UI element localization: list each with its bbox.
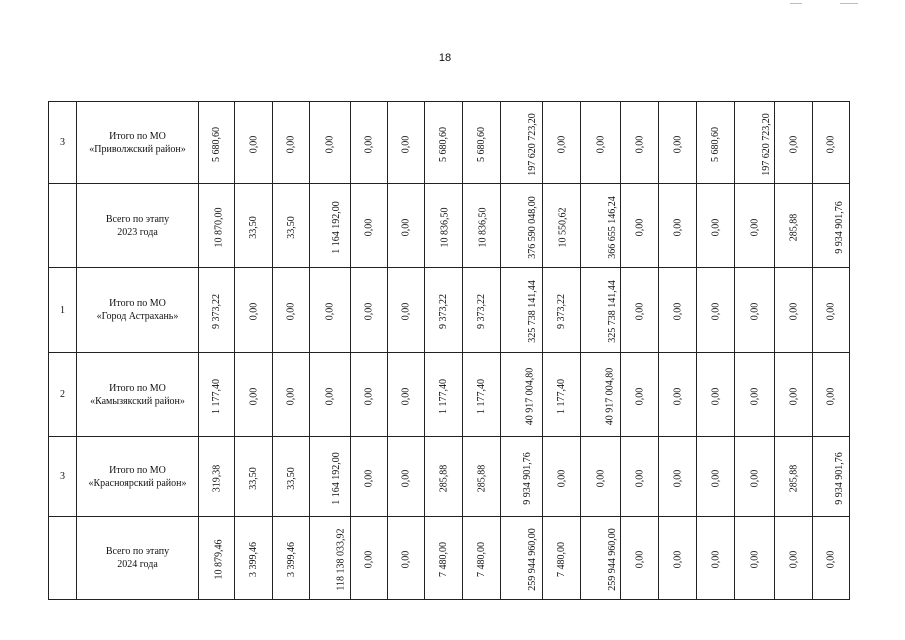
value-text: 118 138 033,92 <box>335 528 347 591</box>
value-cell <box>388 102 425 184</box>
value-cell <box>388 437 425 517</box>
value-cell <box>501 517 543 600</box>
row-number <box>49 184 77 268</box>
value-cell <box>813 268 850 353</box>
value-cell <box>659 184 697 268</box>
table-row <box>49 102 850 184</box>
value-cell <box>388 517 425 600</box>
value-cell <box>581 353 621 437</box>
value-cell <box>697 268 735 353</box>
value-text: 0,00 <box>634 550 645 569</box>
value-text: 5 680,60 <box>438 126 449 162</box>
value-text: 33,50 <box>248 466 259 490</box>
value-text: 9 373,22 <box>438 294 449 329</box>
value-text: 40 917 004,80 <box>604 367 616 425</box>
value-cell <box>543 102 581 184</box>
value-text: 10 879,46 <box>213 539 225 580</box>
value-text: 0,00 <box>672 387 683 405</box>
value-text: 0,00 <box>248 387 259 405</box>
value-text: 0,00 <box>710 469 721 487</box>
value-cell <box>351 353 388 437</box>
value-cell <box>775 184 813 268</box>
value-cell <box>621 184 659 268</box>
value-text: 10 836,50 <box>477 207 489 247</box>
row-name <box>77 184 199 268</box>
value-cell <box>199 437 235 517</box>
value-cell <box>621 268 659 353</box>
value-cell <box>621 437 659 517</box>
value-text: 325 738 141,44 <box>526 280 538 343</box>
value-text: 366 655 146,24 <box>606 195 618 259</box>
value-text: 10 550,62 <box>557 207 569 247</box>
value-cell <box>813 517 850 600</box>
value-text: 0,00 <box>363 550 375 569</box>
value-cell <box>735 353 775 437</box>
value-cell <box>199 353 235 437</box>
value-text: 1 164 192,00 <box>330 200 342 254</box>
value-text: 1 164 192,00 <box>330 451 342 505</box>
value-cell <box>501 184 543 268</box>
value-text: 7 480,00 <box>438 542 449 577</box>
row-number: 1 <box>49 268 77 353</box>
value-text: 0,00 <box>825 135 837 153</box>
value-cell <box>273 353 310 437</box>
value-text: 0,00 <box>749 469 760 487</box>
value-cell <box>775 102 813 184</box>
table-row <box>49 268 850 353</box>
value-text: 0,00 <box>324 135 336 153</box>
value-text: 0,00 <box>285 135 297 153</box>
value-cell <box>199 184 235 268</box>
value-text: 40 917 004,80 <box>524 367 536 425</box>
value-text: 0,00 <box>749 302 760 321</box>
value-text: 3 399,46 <box>285 542 297 577</box>
value-text: 0,00 <box>672 135 683 153</box>
row-name-line: Итого по МО <box>109 464 166 476</box>
row-name-line: Всего по этапу <box>105 213 170 225</box>
value-cell <box>235 184 273 268</box>
value-text: 0,00 <box>710 387 721 405</box>
value-text: 3 399,46 <box>248 542 259 577</box>
row-name <box>77 268 199 353</box>
value-cell <box>501 268 543 353</box>
value-text: 0,00 <box>595 135 606 153</box>
scan-mark-right <box>840 3 858 4</box>
value-text: 0,00 <box>825 387 837 405</box>
value-cell <box>463 437 501 517</box>
row-name-line: «Камызякский район» <box>90 395 185 407</box>
value-text: 1 177,40 <box>438 378 449 414</box>
value-cell <box>659 268 697 353</box>
value-cell <box>351 184 388 268</box>
value-cell <box>581 437 621 517</box>
value-text: 285,88 <box>438 464 449 492</box>
value-text: 285,88 <box>476 464 487 492</box>
data-table <box>48 101 850 600</box>
value-text: 0,00 <box>595 469 606 487</box>
value-cell <box>388 353 425 437</box>
value-cell <box>463 268 501 353</box>
value-text: 9 934 901,76 <box>833 451 845 505</box>
value-cell <box>621 517 659 600</box>
row-number <box>49 517 77 600</box>
value-text: 0,00 <box>324 387 336 405</box>
value-cell <box>310 268 351 353</box>
value-cell <box>735 102 775 184</box>
value-text: 285,88 <box>788 464 799 492</box>
value-cell <box>543 517 581 600</box>
value-text: 0,00 <box>749 387 760 405</box>
value-cell <box>621 102 659 184</box>
value-cell <box>775 517 813 600</box>
value-text: 9 373,22 <box>211 294 222 329</box>
value-text: 5 680,60 <box>211 126 222 162</box>
value-cell <box>310 184 351 268</box>
value-cell <box>310 102 351 184</box>
row-name <box>77 437 199 517</box>
value-cell <box>235 517 273 600</box>
value-text: 0,00 <box>672 550 683 569</box>
value-text: 0,00 <box>556 135 567 153</box>
table-row <box>49 184 850 268</box>
value-cell <box>273 517 310 600</box>
value-text: 7 480,00 <box>476 542 487 577</box>
value-text: 10 836,50 <box>439 207 451 247</box>
value-cell <box>388 268 425 353</box>
value-cell <box>310 517 351 600</box>
row-number: 3 <box>49 102 77 184</box>
value-text: 0,00 <box>400 135 412 153</box>
value-text: 9 373,22 <box>556 294 567 329</box>
value-text: 0,00 <box>400 302 412 321</box>
value-cell <box>235 353 273 437</box>
value-text: 5 680,60 <box>476 126 487 162</box>
value-text: 0,00 <box>400 218 412 236</box>
value-cell <box>697 184 735 268</box>
row-name-line: Всего по этапу <box>105 546 170 557</box>
value-cell <box>273 437 310 517</box>
value-cell <box>697 102 735 184</box>
value-text: 259 944 960,00 <box>526 528 538 591</box>
value-cell <box>273 268 310 353</box>
value-text: 0,00 <box>400 550 412 569</box>
value-text: 0,00 <box>788 135 799 153</box>
value-text: 0,00 <box>400 469 412 487</box>
value-text: 0,00 <box>634 135 645 153</box>
value-text: 0,00 <box>788 550 799 569</box>
value-cell <box>235 102 273 184</box>
value-cell <box>235 268 273 353</box>
value-cell <box>697 437 735 517</box>
value-text: 0,00 <box>749 550 760 569</box>
value-text: 0,00 <box>634 469 645 487</box>
value-cell <box>463 184 501 268</box>
value-cell <box>659 437 697 517</box>
value-cell <box>425 184 463 268</box>
value-text: 0,00 <box>710 550 721 569</box>
value-text: 0,00 <box>825 302 837 321</box>
value-cell <box>463 353 501 437</box>
value-cell <box>697 517 735 600</box>
value-text: 0,00 <box>710 302 721 321</box>
row-name-line: Итого по МО <box>109 382 166 394</box>
value-cell <box>735 517 775 600</box>
value-cell <box>425 437 463 517</box>
value-cell <box>543 437 581 517</box>
value-text: 0,00 <box>749 218 760 236</box>
value-cell <box>425 102 463 184</box>
value-text: 0,00 <box>672 302 683 321</box>
value-cell <box>735 268 775 353</box>
value-cell <box>351 517 388 600</box>
value-text: 0,00 <box>400 387 412 405</box>
value-text: 1 177,40 <box>556 378 567 414</box>
value-cell <box>659 353 697 437</box>
value-text: 0,00 <box>363 469 375 487</box>
value-text: 0,00 <box>248 135 259 153</box>
value-cell <box>813 184 850 268</box>
value-cell <box>581 268 621 353</box>
value-cell <box>199 268 235 353</box>
row-number: 3 <box>49 437 77 517</box>
value-cell <box>235 437 273 517</box>
value-cell <box>621 353 659 437</box>
value-text: 5 680,60 <box>710 126 721 162</box>
value-cell <box>775 353 813 437</box>
row-name-line: «Приволжский район» <box>89 143 186 155</box>
row-name-line: 2024 года <box>117 559 158 570</box>
row-name-line: Итого по МО <box>109 130 166 142</box>
value-cell <box>735 184 775 268</box>
value-text: 10 870,00 <box>213 207 225 247</box>
row-name-line: 2023 года <box>117 226 158 238</box>
value-text: 0,00 <box>556 469 567 487</box>
value-cell <box>310 353 351 437</box>
table-row <box>49 517 850 600</box>
row-name <box>77 353 199 437</box>
scan-mark-left <box>790 3 802 4</box>
value-cell <box>581 184 621 268</box>
value-text: 0,00 <box>363 302 375 321</box>
row-name-line: «Город Астрахань» <box>96 311 179 322</box>
value-cell <box>425 517 463 600</box>
value-text: 1 177,40 <box>476 378 487 414</box>
value-cell <box>388 184 425 268</box>
value-cell <box>813 102 850 184</box>
table-row <box>49 437 850 517</box>
value-text: 259 944 960,00 <box>606 528 618 591</box>
value-text: 285,88 <box>788 213 799 241</box>
value-text: 0,00 <box>788 302 799 321</box>
value-text: 7 480,00 <box>556 542 567 577</box>
table-row <box>49 353 850 437</box>
value-text: 33,50 <box>285 215 297 239</box>
value-cell <box>543 353 581 437</box>
value-text: 197 620 723,20 <box>526 112 538 176</box>
row-name-line: «Красноярский район» <box>88 477 187 489</box>
value-cell <box>581 102 621 184</box>
row-number: 2 <box>49 353 77 437</box>
row-name-line: Итого по МО <box>109 298 166 309</box>
page-number: 18 <box>438 52 452 64</box>
value-cell <box>581 517 621 600</box>
value-text: 319,38 <box>211 464 222 492</box>
value-cell <box>775 437 813 517</box>
value-text: 0,00 <box>825 550 837 569</box>
value-text: 0,00 <box>363 387 375 405</box>
row-name <box>77 102 199 184</box>
value-cell <box>543 268 581 353</box>
value-cell <box>813 353 850 437</box>
value-text: 0,00 <box>672 218 683 236</box>
value-text: 0,00 <box>285 302 297 321</box>
value-text: 325 738 141,44 <box>606 280 618 343</box>
value-cell <box>697 353 735 437</box>
value-text: 9 934 901,76 <box>521 451 533 505</box>
value-cell <box>501 102 543 184</box>
value-cell <box>351 268 388 353</box>
value-text: 0,00 <box>634 387 645 405</box>
value-text: 0,00 <box>672 469 683 487</box>
value-cell <box>351 437 388 517</box>
value-text: 0,00 <box>634 302 645 321</box>
value-text: 0,00 <box>363 218 375 236</box>
value-text: 0,00 <box>710 218 721 236</box>
value-text: 33,50 <box>248 215 259 239</box>
value-text: 0,00 <box>324 302 336 321</box>
value-text: 197 620 723,20 <box>760 112 772 176</box>
value-cell <box>463 102 501 184</box>
value-cell <box>273 102 310 184</box>
value-cell <box>199 102 235 184</box>
value-cell <box>659 102 697 184</box>
value-cell <box>425 268 463 353</box>
value-cell <box>501 353 543 437</box>
value-text: 33,50 <box>285 466 297 490</box>
value-text: 0,00 <box>285 387 297 405</box>
value-text: 9 934 901,76 <box>833 200 845 254</box>
value-cell <box>659 517 697 600</box>
value-cell <box>425 353 463 437</box>
value-text: 0,00 <box>634 218 645 236</box>
value-cell <box>199 517 235 600</box>
value-text: 0,00 <box>363 135 375 153</box>
value-text: 376 590 048,00 <box>526 195 538 259</box>
row-name <box>77 517 199 600</box>
value-cell <box>735 437 775 517</box>
value-cell <box>543 184 581 268</box>
value-cell <box>463 517 501 600</box>
value-cell <box>813 437 850 517</box>
value-text: 0,00 <box>788 387 799 405</box>
value-text: 0,00 <box>248 302 259 321</box>
value-cell <box>351 102 388 184</box>
value-text: 1 177,40 <box>211 378 222 414</box>
value-cell <box>310 437 351 517</box>
value-cell <box>775 268 813 353</box>
value-cell <box>273 184 310 268</box>
value-text: 9 373,22 <box>476 294 487 329</box>
value-cell <box>501 437 543 517</box>
